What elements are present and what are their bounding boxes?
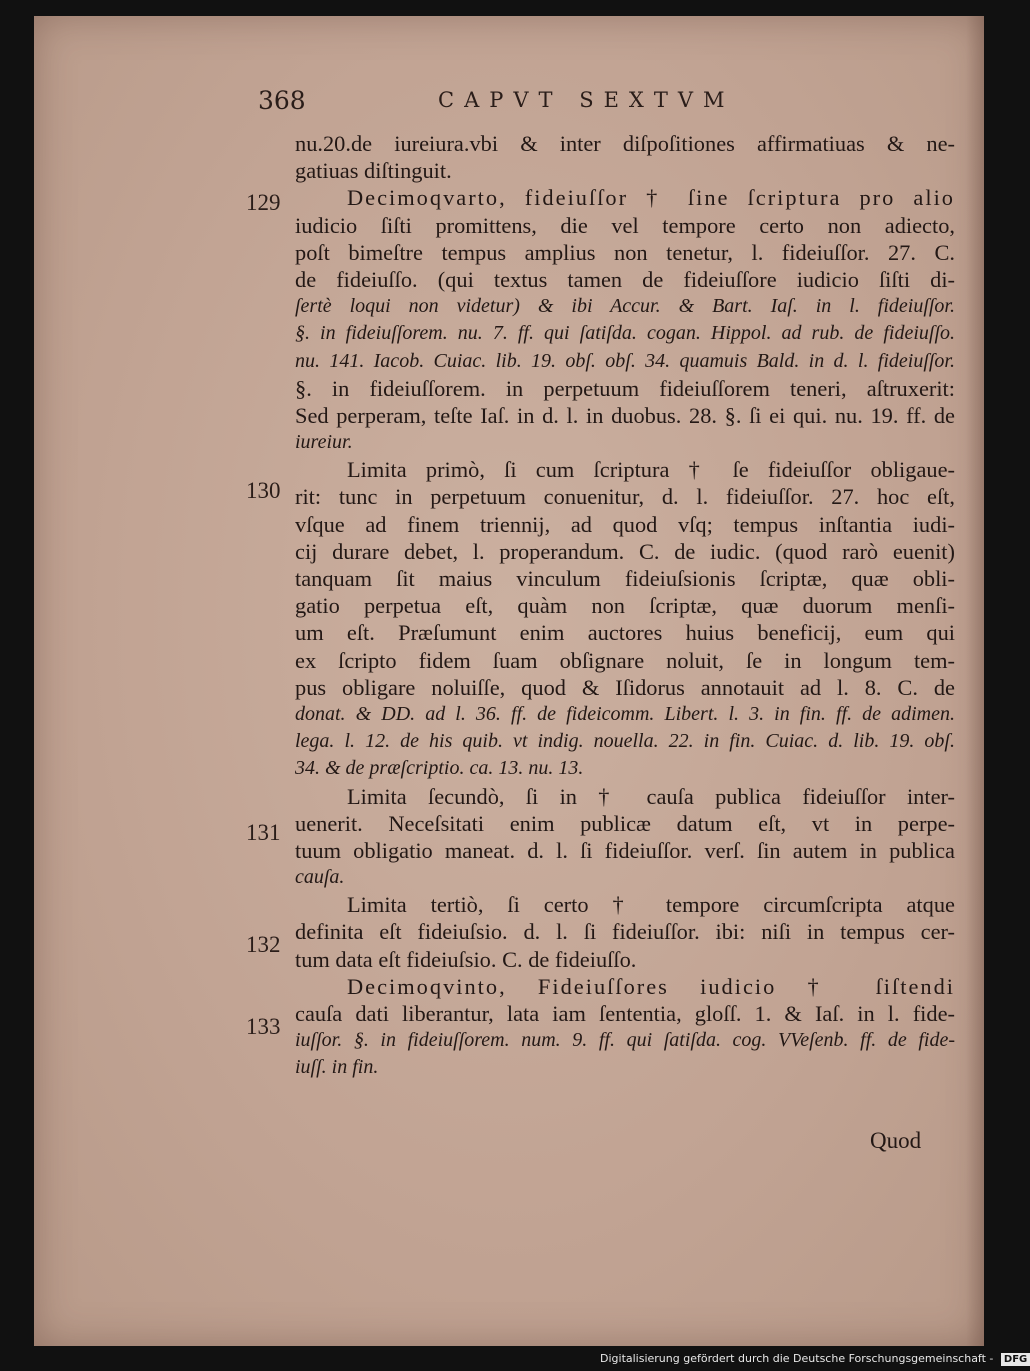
text-line: uenerit. Neceſsitati enim publicæ datum eſt, vt in perpe-: [295, 810, 955, 836]
text-line: iuſſor. §. in fideiuſſorem. num. 9. ff. qui ſatiſda. cog. VVeſenb. ff. de fide-: [295, 1029, 955, 1052]
text-line: nu.20.de iureiura.vbi & inter diſpoſitiones affirmatiuas & ne-: [295, 131, 955, 156]
text-line: 34. & de præſcriptio. ca. 13. nu. 13.: [295, 757, 584, 780]
page-edge-shadow: [966, 16, 984, 1346]
text-line: cauſa dati liberantur, lata iam ſententia, gloſſ. 1. & Iaſ. in l. fide-: [295, 1001, 955, 1026]
text-line: gatiuas diſtinguit.: [295, 158, 452, 184]
text-line: cij durare debet, l. properandum. C. de iudic. (quod rarò euenit): [295, 538, 955, 564]
text-line: iudicio ſiſti promittens, die vel tempore certo non adiecto,: [295, 212, 955, 238]
text-line: Decimoqvinto, Fideiuſſores iudicio † ſiſtendi: [347, 973, 955, 999]
body-text: [295, 130, 955, 1082]
text-line: Limita primò, ſi cum ſcriptura † ſe fideiuſſor obligaue-: [347, 457, 955, 483]
text-line: ſertè loqui non videtur) & ibi Accur. & Bart. Iaſ. in l. fideiuſſor.: [295, 295, 955, 318]
text-line: rit: tunc in perpetuum conuenitur, d. l. fideiuſſor. 27. hoc eſt,: [295, 484, 955, 510]
page-number: 368: [258, 86, 306, 115]
text-line: Limita ſecundò, ſi in † cauſa publica fideiuſſor inter-: [347, 783, 955, 809]
text-line: de fideiuſſo. (qui textus tamen de fideiuſſore iudicio ſiſti di-: [295, 266, 955, 292]
catchword: Quod: [870, 1128, 922, 1153]
text-line: Limita tertiò, ſi certo † tempore circumſcripta atque: [347, 892, 955, 918]
text-line: pus obligare noluiſſe, quod & Iſidorus annotauit ad l. 8. C. de: [295, 674, 955, 700]
text-line: donat. & DD. ad l. 36. ff. de fideicomm. Libert. l. 3. in fin. ff. de adimen.: [295, 702, 955, 725]
text-line: um eſt. Præſumunt enim auctores huius beneficij, eum qui: [295, 620, 955, 646]
text-line: ex ſcripto fidem ſuam obſignare noluit, ſe in longum tem-: [295, 647, 955, 673]
margin-number-133: 133: [246, 1014, 281, 1039]
margin-number-129: 129: [246, 190, 281, 215]
text-line: poſt bimeſtre tempus amplius non tenetur, l. fideiuſſor. 27. C.: [295, 239, 955, 265]
text-line: iureiur.: [295, 431, 353, 454]
text-line: tanquam ſit maius vinculum fideiuſsionis ſcriptæ, quæ obli-: [295, 566, 955, 591]
text-line: cauſa.: [295, 866, 345, 889]
text-line: vſque ad finem triennij, ad quod vſq; tempus inſtantia iudi-: [295, 511, 955, 537]
text-line: Sed perperam, teſte Iaſ. in d. l. in duobus. 28. §. ſi ei qui. nu. 19. ff. de: [295, 402, 955, 428]
text-line: §. in fideiuſſorem. in perpetuum fideiuſſorem teneri, aſtruxerit:: [295, 375, 955, 401]
text-line: lega. l. 12. de his quib. vt indig. nouella. 22. in fin. Cuiac. d. lib. 19. obſ.: [295, 730, 955, 753]
text-line: iuſſ. in fin.: [295, 1056, 379, 1079]
margin-number-132: 132: [246, 932, 281, 957]
text-line: definita eſt fideiuſsio. d. l. ſi fideiuſſor. ibi: niſi in tempus cer-: [295, 919, 955, 945]
text-line: tuum obligatio maneat. d. l. ſi fideiuſſor. verſ. ſin autem in publica: [295, 837, 955, 863]
text-line: §. in fideiuſſorem. nu. 7. ff. qui ſatiſda. cogan. Hippol. ad rub. de fideiuſſo.: [295, 322, 955, 345]
margin-number-131: 131: [246, 820, 281, 845]
text-line: Decimoqvarto, fideiuſſor † ſine ſcriptura pro alio: [347, 185, 955, 211]
page-header: [258, 86, 978, 122]
credit-text: Digitalisierung gefördert durch die Deutsche Forschungsgemeinschaft -: [600, 1352, 994, 1365]
running-head: CAPVT SEXTVM: [438, 88, 735, 112]
text-line: tum data eſt fideiuſsio. C. de fideiuſſo.: [295, 946, 637, 972]
text-line: nu. 141. Iacob. Cuiac. lib. 19. obſ. obſ. 34. quamuis Bald. in d. l. fideiuſſor.: [295, 349, 955, 372]
digitization-credit: [600, 1352, 1028, 1370]
text-line: gatio perpetua eſt, quàm non ſcriptæ, quæ duorum menſi-: [295, 593, 955, 619]
dfg-logo: DFG: [1001, 1353, 1030, 1366]
margin-number-130: 130: [246, 478, 281, 503]
